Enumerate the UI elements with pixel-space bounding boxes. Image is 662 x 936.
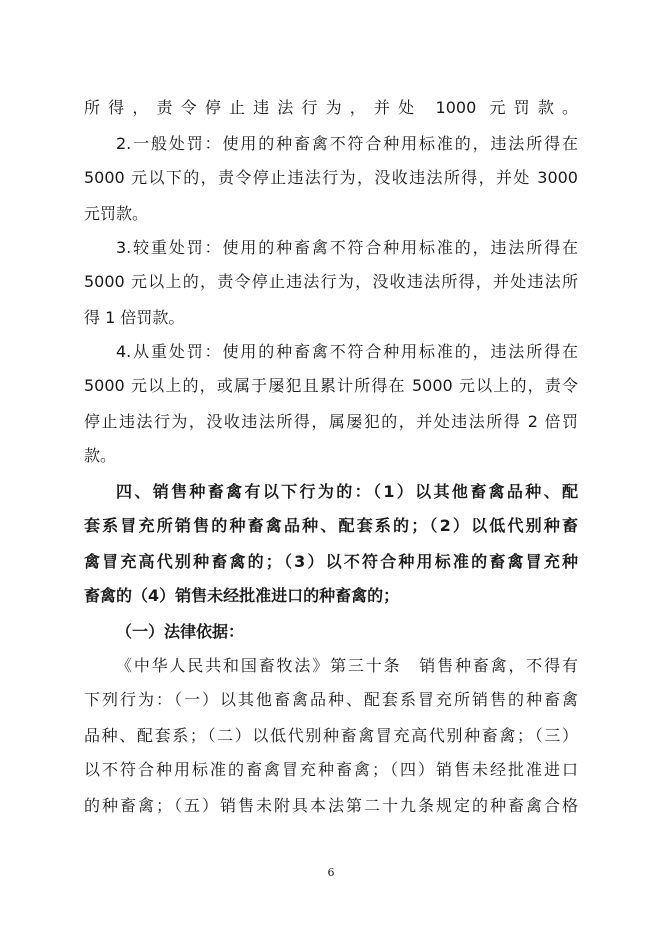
- text-line: 所得，责令停止违法行为，并处 1000 元罚款。: [84, 98, 578, 117]
- text-line: 《中华人民共和国畜牧法》第三十条 销售种畜禽，不得有: [116, 656, 578, 675]
- text-line: 得 1 倍罚款。: [84, 308, 185, 327]
- text-line: 下列行为：（一）以其他畜禽品种、配套系冒充所销售的种畜禽: [84, 690, 578, 709]
- text-line: 3.较重处罚：使用的种畜禽不符合种用标准的，违法所得在: [116, 238, 578, 257]
- text-line: 元罚款。: [84, 204, 149, 223]
- text-line: 款。: [84, 446, 117, 465]
- text-line: 品种、配套系；（二）以低代别种畜禽冒充高代别种畜禽；（三）: [84, 726, 578, 745]
- section-heading-line: 畜禽的（4）销售未经批准进口的种畜禽的；: [84, 586, 400, 605]
- text-line: 的种畜禽；（五）销售未附具本法第二十九条规定的种畜禽合格: [84, 796, 578, 815]
- text-line: 5000 元以上的，或属于屡犯且累计所得在 5000 元以上的，责令: [84, 376, 578, 395]
- text-line: 2.一般处罚：使用的种畜禽不符合种用标准的，违法所得在: [116, 134, 578, 153]
- section-heading-line: 禽冒充高代别种畜禽的；（3）以不符合种用标准的畜禽冒充种: [84, 552, 578, 571]
- section-heading-line: 四、销售种畜禽有以下行为的：（1）以其他畜禽品种、配: [116, 482, 578, 501]
- page-number: 6: [327, 866, 335, 879]
- subsection-heading: （一）法律依据：: [116, 622, 245, 641]
- text-line: 4.从重处罚：使用的种畜禽不符合种用标准的，违法所得在: [116, 342, 578, 361]
- text-line: 5000 元以上的，责令停止违法行为，没收违法所得，并处违法所: [84, 272, 578, 291]
- text-line: 停止违法行为，没收违法所得，属屡犯的，并处违法所得 2 倍罚: [84, 412, 578, 431]
- text-line: 5000 元以下的，责令停止违法行为，没收违法所得，并处 3000: [84, 168, 578, 187]
- section-heading-line: 套系冒充所销售的种畜禽品种、配套系的；（2）以低代别种畜: [84, 516, 578, 535]
- text-line: 以不符合种用标准的畜禽冒充种畜禽；（四）销售未经批准进口: [84, 760, 578, 779]
